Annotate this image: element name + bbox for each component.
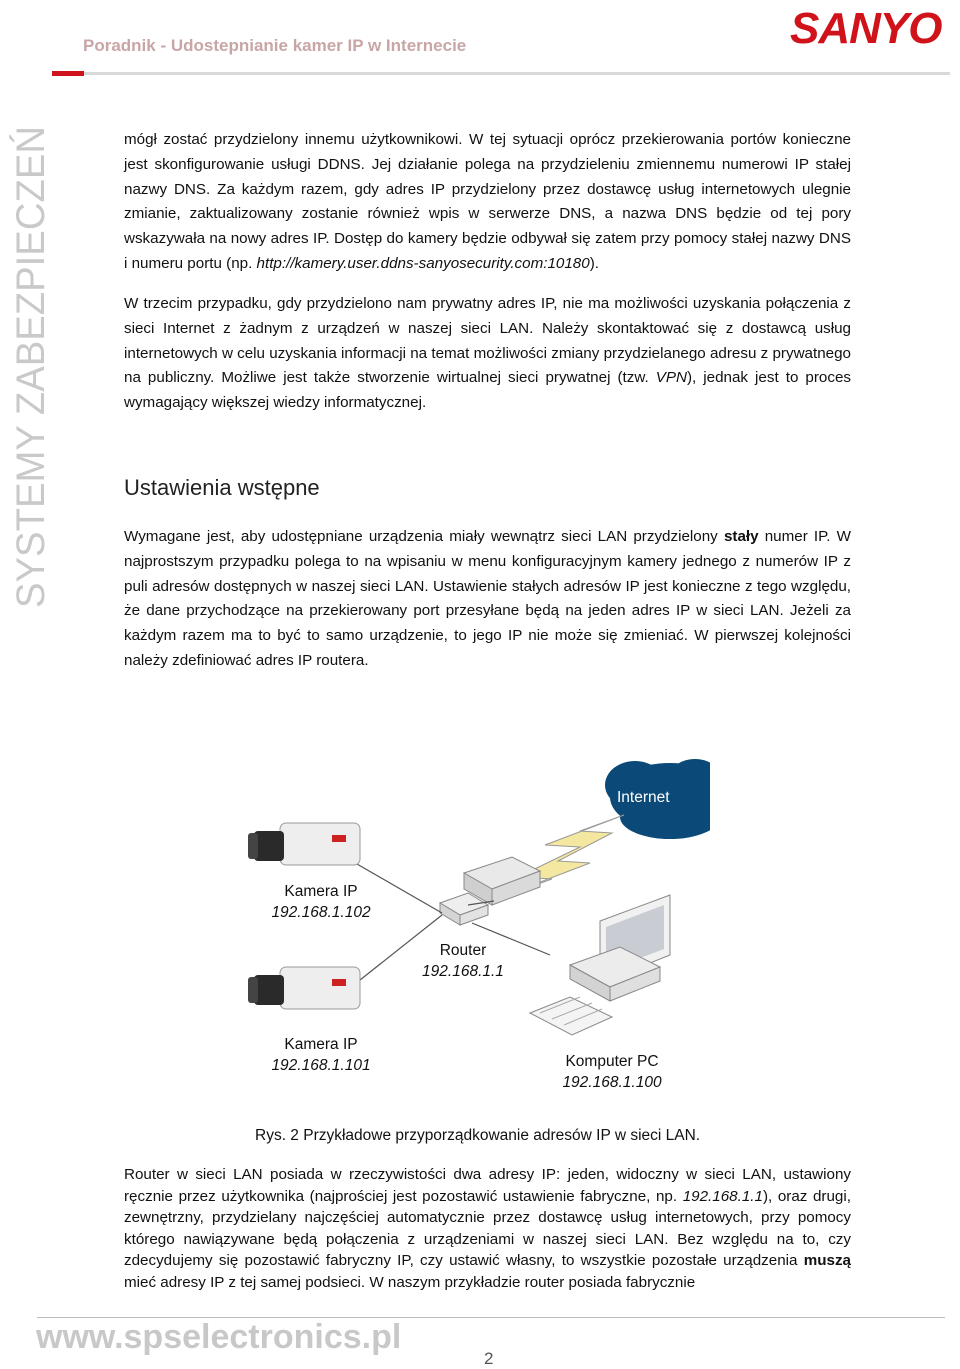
side-vertical-label bbox=[0, 120, 56, 610]
router-caption bbox=[418, 940, 508, 982]
camera-2-ip: 192.168.1.101 bbox=[271, 1057, 371, 1074]
example-url: http://kamery.user.ddns-sanyosecurity.com:10180 bbox=[256, 254, 590, 272]
router-label: Router bbox=[439, 942, 487, 959]
pc-ip: 192.168.1.100 bbox=[562, 1074, 662, 1091]
paragraph-ddns bbox=[124, 128, 851, 277]
router-ip: 192.168.1.1 bbox=[422, 963, 504, 980]
paragraph-text: W trzecim przypadku, gdy przydzielono nam prywatny adres IP, nie ma możliwości uzyskania połączenia z sieci Internet z żadnym z urządzeń w naszej sieci LAN. Należy skontaktować się z dostawcą usług internetowych w celu uzyskania informacji na temat możliwości zmiany przydzielanego adresu z prywatnego na publiczny. Możliwe jest także stworzenie wirtualnej sieci prywatnej (tzw. bbox=[124, 295, 851, 387]
paragraph-static-ip bbox=[124, 525, 851, 674]
camera-2-label: Kamera IP bbox=[284, 1036, 358, 1053]
page-number: 2 bbox=[484, 1349, 494, 1368]
pc-icon bbox=[530, 895, 670, 1035]
paragraph-text: mieć adresy IP z tej samej podsieci. W naszym przykładzie router posiada fabrycznie bbox=[124, 1273, 696, 1291]
paragraph-router-ip bbox=[124, 1164, 851, 1293]
camera-2-caption bbox=[271, 1034, 371, 1076]
pc-caption bbox=[558, 1051, 666, 1093]
section-heading: Ustawienia wstępne bbox=[124, 475, 320, 500]
header-divider bbox=[84, 72, 950, 75]
router-default-ip: 192.168.1.1 bbox=[682, 1187, 763, 1205]
paragraph-private-ip bbox=[124, 292, 851, 416]
figure-caption: Rys. 2 Przykładowe przyporządkowanie adresów IP w sieci LAN. bbox=[255, 1127, 701, 1144]
internet-label: Internet bbox=[617, 789, 670, 806]
sanyo-logo: SANYO bbox=[790, 4, 942, 53]
camera-1-ip: 192.168.1.102 bbox=[271, 904, 371, 921]
document-header-title: Poradnik - Udostepnianie kamer IP w Internecie bbox=[83, 36, 467, 55]
pc-label: Komputer PC bbox=[565, 1053, 659, 1070]
camera-1-label: Kamera IP bbox=[284, 883, 358, 900]
vpn-term: VPN bbox=[655, 369, 687, 387]
side-label-text: SYSTEMY ZABEZPIECZEŃ bbox=[9, 120, 53, 608]
camera-2-icon bbox=[248, 967, 360, 1009]
bold-term: stały bbox=[723, 528, 759, 545]
paragraph-text: ). bbox=[589, 254, 599, 272]
paragraph-text: ), jednak jest to proces wymagający większej wiedzy informatycznej. bbox=[124, 369, 851, 412]
paragraph-text: Router w sieci LAN posiada w rzeczywistości dwa adresy IP: jeden, widoczny w sieci LAN, ustawiony ręcznie przez użytkownika (najprościej jest pozostawić ustawienie fabryczne, np. bbox=[124, 1166, 851, 1205]
camera-1-caption bbox=[271, 881, 371, 923]
footer-website: www.spselectronics.pl bbox=[36, 1318, 402, 1356]
paragraph-text: mógł zostać przydzielony innemu użytkownikowi. W tej sytuacji oprócz przekierowania portów konieczne jest skonfigurowanie usługi DDNS. Jej działanie polega na przydzieleniu zmiennemu numerowi IP stałej nazwy DNS. Za każdym razem, gdy adres IP przydzielony przez dostawcę usług internetowych ulegnie zmianie, zaktualizowany zostanie również wpis w serwerze DNS, a nazwa DNS będzie od tej pory wskazywała na nowy adres IP. Dostęp do kamery będzie odbywał się zatem przy pomocy stałej nazwy DNS i numeru portu (np. bbox=[124, 131, 851, 272]
camera-1-icon bbox=[248, 823, 360, 865]
paragraph-text: numer IP. W najprostszym przypadku polega to na wpisaniu w menu konfiguracyjnym kamery jednego z numerów IP z puli adresów dostępnych w naszej sieci LAN. Ustawienie stałych adresów IP jest konieczne z tego względu, że dane przychodzące na przekierowany port przesyłane będą na jeden adres IP w sieci LAN. Jeżeli za każdym razem ma to być to samo urządzenie, to jego IP nie może się zmieniać. W pierwszej kolejności należy zdefiniować adres IP routera. bbox=[124, 528, 851, 669]
paragraph-text: Wymagane jest, aby udostępniane urządzenia miały wewnątrz sieci LAN przydzielony bbox=[124, 528, 724, 545]
paragraph-text: ), oraz drugi, zewnętrzny, przydzielany najczęściej automatycznie przez dostawcę usług internetowych, przy pomocy którego nawiązywane będą połączenia z urządzeniami w naszej sieci LAN. Bez względu na to, czy zdecydujemy się pozostawić fabryczny IP, czy ustawić własny, to wszystkie pozostałe urządzenia bbox=[124, 1187, 851, 1269]
bold-term: muszą bbox=[803, 1252, 851, 1269]
header-accent-bar bbox=[52, 71, 84, 76]
